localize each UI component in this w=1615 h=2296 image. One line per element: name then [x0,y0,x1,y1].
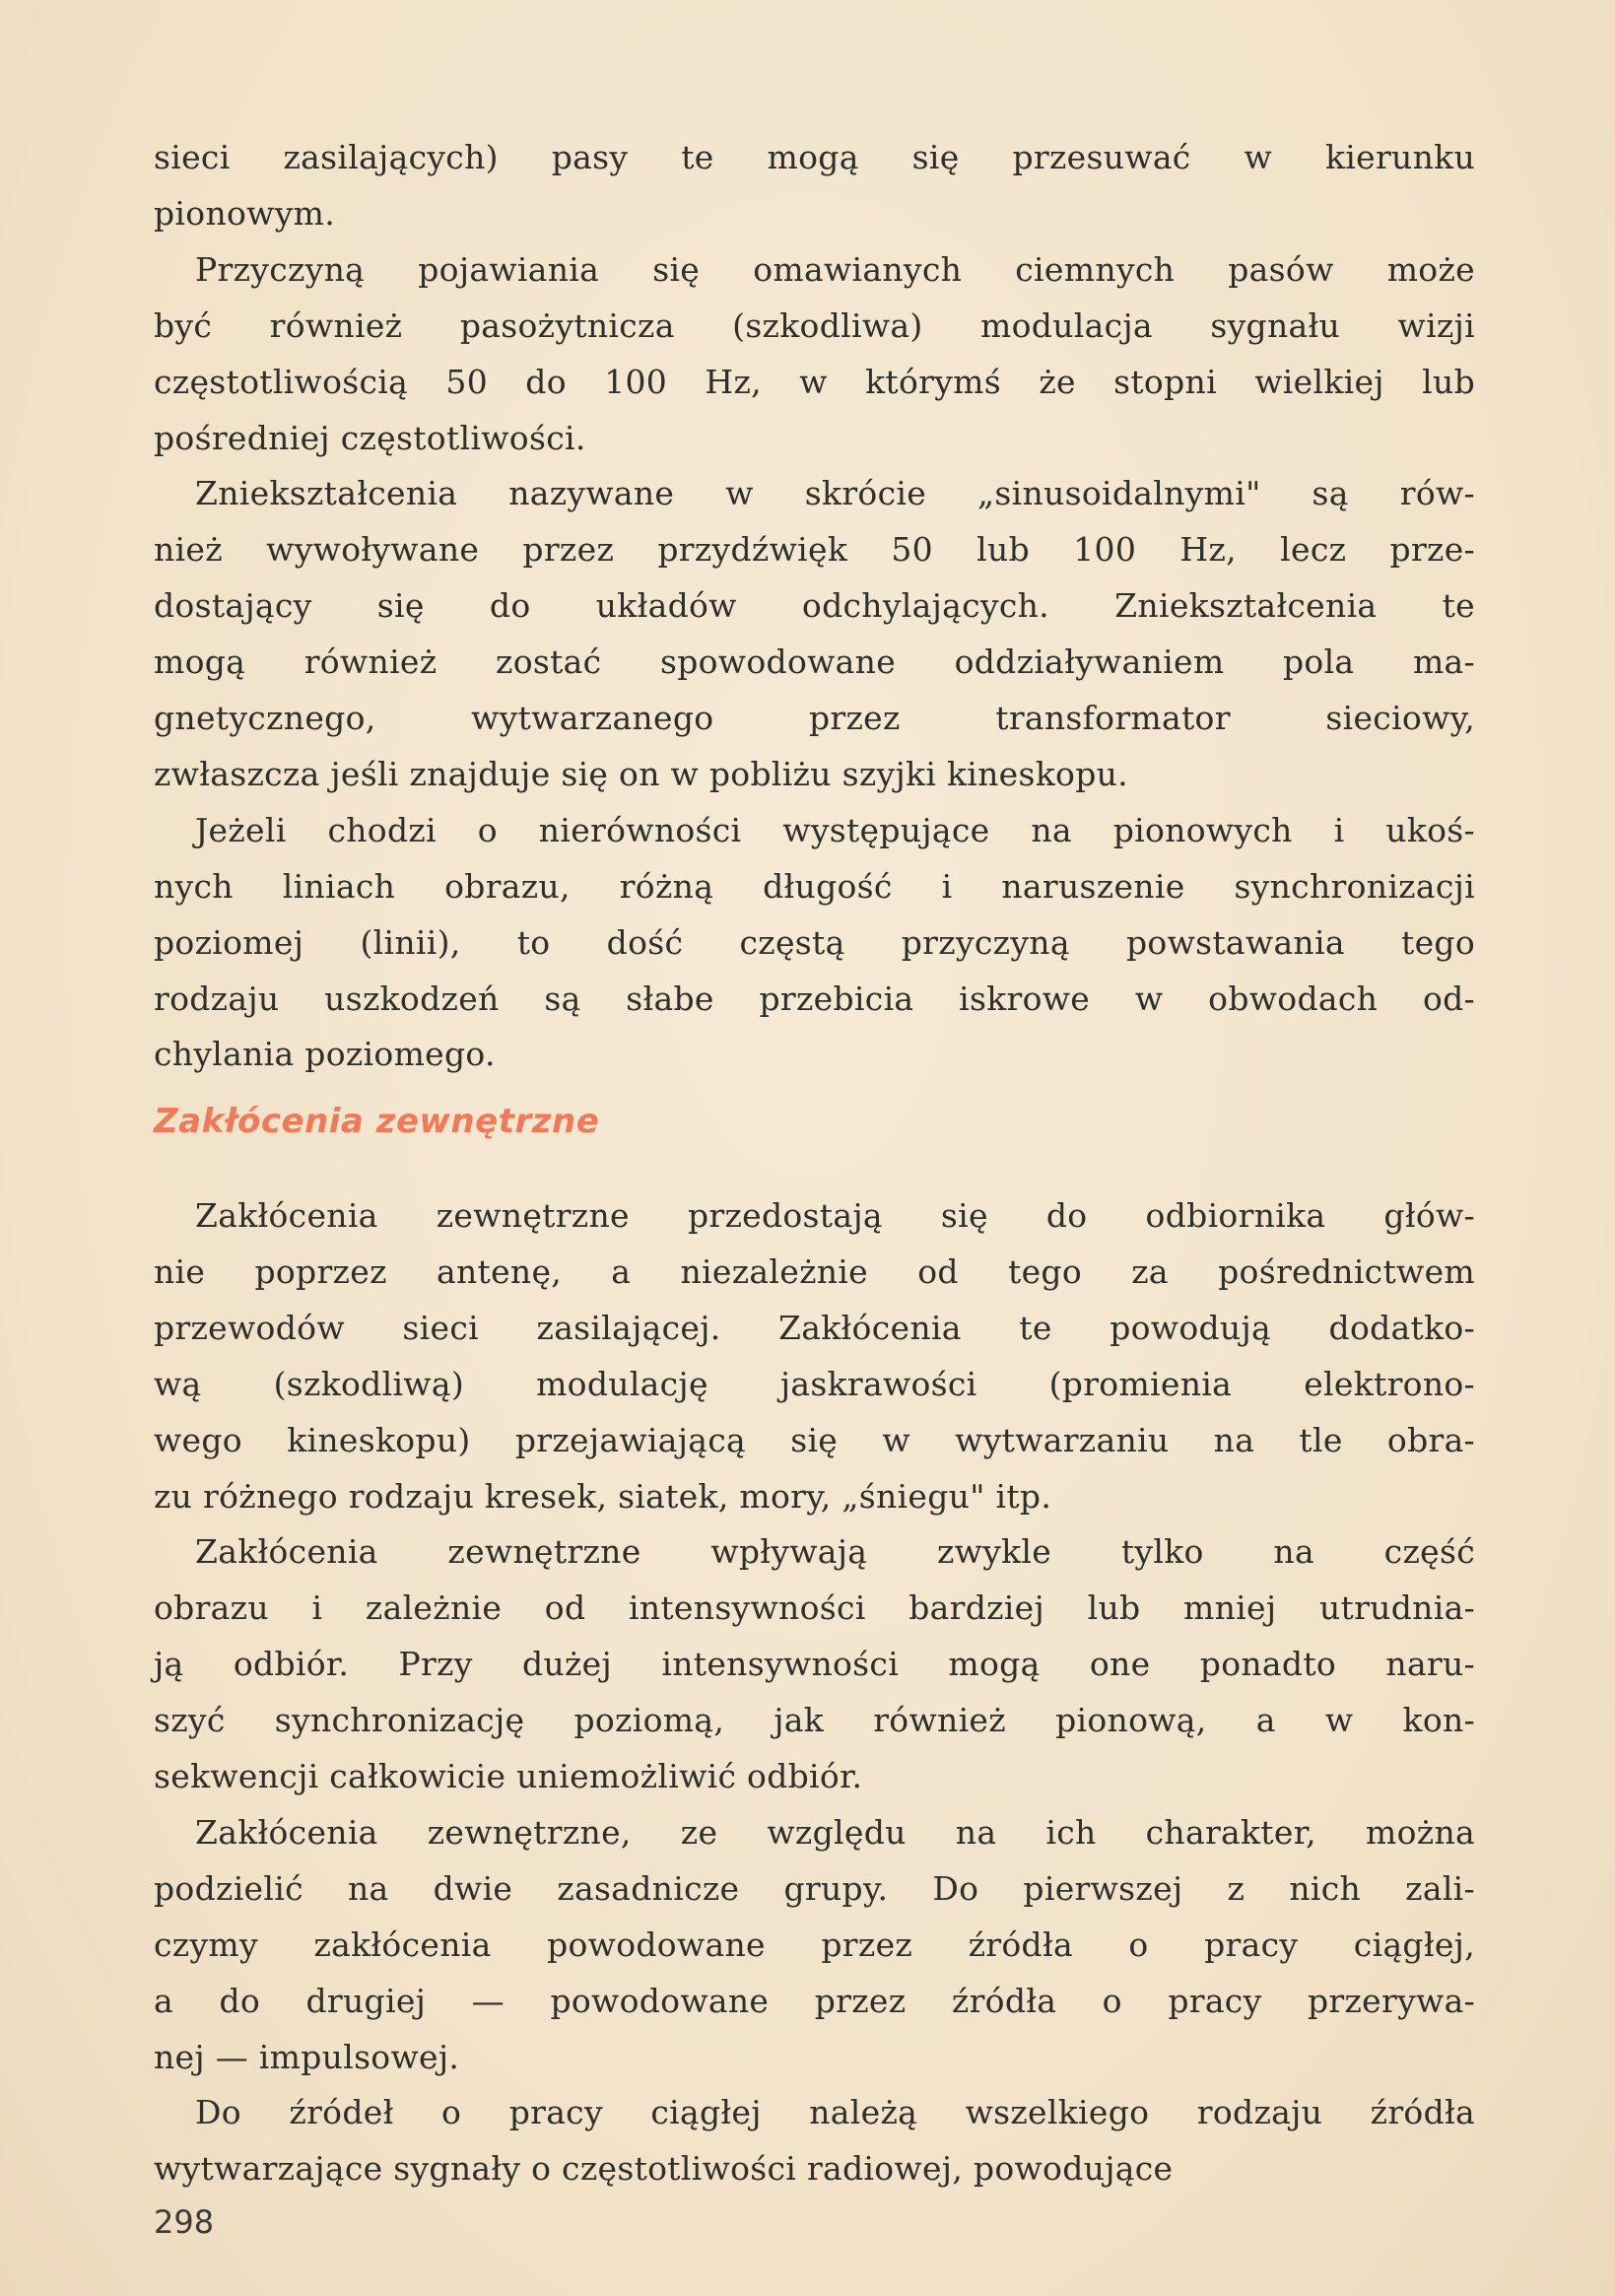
text-line: chylania poziomego. [154,1035,496,1074]
text-line: gnetycznego, wytwarzanego przez transformator sieciowy, [154,699,1475,737]
text-line: częstotliwością 50 do 100 Hz, w którymś że stopni wielkiej lub [154,362,1475,401]
text-line: poziomej (linii), to dość częstą przyczyną powstawania tego [154,922,1475,962]
text-line: a do drugiej — powodowane przez źródła o pracy przerywa- [154,1981,1475,2020]
text-line: nie poprzez antenę, a niezależnie od tego za pośrednictwem [154,1251,1475,1291]
text-line: nych liniach obrazu, różną długość i naruszenie synchronizacji [154,866,1475,906]
text-line: czymy zakłócenia powodowane przez źródła o pracy ciągłej, [154,1925,1475,1964]
text-line: być również pasożytnicza (szkodliwa) modulacja sygnału wizji [154,305,1475,345]
text-line: Zakłócenia zewnętrzne wpływają zwykle tylko na część [195,1532,1475,1572]
section-heading: Zakłócenia zewnętrzne [154,1102,600,1141]
text-line: mogą również zostać spowodowane oddziaływaniem pola ma- [154,642,1475,682]
page-number: 298 [154,2203,215,2241]
text-line: nej — impulsowej. [154,2037,460,2076]
text-line: nież wywoływane przez przydźwięk 50 lub 100 Hz, lecz prze- [154,530,1475,570]
text-line: Zakłócenia zewnętrzne, ze względu na ich charakter, można [195,1812,1475,1852]
text-line: Jeżeli chodzi o nierówności występujące na pionowych i ukoś- [195,810,1475,849]
text-line: przewodów sieci zasilającej. Zakłócenia te powodują dodatko- [154,1308,1475,1347]
text-line: zu różnego rodzaju kresek, siatek, mory, „śniegu" itp. [154,1476,1052,1516]
text-line: rodzaju uszkodzeń są słabe przebicia iskrowe w obwodach od- [154,979,1475,1018]
text-line: pośredniej częstotliwości. [154,418,586,457]
text-line: wą (szkodliwą) modulację jaskrawości (promienia elektrono- [154,1364,1475,1403]
text-line: sieci zasilających) pasy te mogą się przesuwać w kierunku [154,138,1475,176]
text-line: Zniekształcenia nazywane w skrócie „sinusoidalnymi" są rów- [195,474,1475,513]
text-line: Do źródeł o pracy ciągłej należą wszelkiego rodzaju źródła [195,2093,1475,2132]
text-line: szyć synchronizację poziomą, jak również pionową, a w kon- [154,1701,1475,1740]
text-line: pionowym. [154,193,336,233]
text-line: obrazu i zależnie od intensywności bardziej lub mniej utrudnia- [154,1588,1475,1628]
text-line: ją odbiór. Przy dużej intensywności mogą one ponadto naru- [154,1645,1475,1684]
text-line: Przyczyną pojawiania się omawianych ciemnych pasów może [195,249,1475,289]
text-line: sekwencji całkowicie uniemożliwić odbiór. [154,1757,863,1795]
text-line: zwłaszcza jeśli znajduje się on w pobliżu szyjki kineskopu. [154,754,1128,793]
text-line: wytwarzające sygnały o częstotliwości radiowej, powodujące [154,2149,1174,2189]
text-line: Zakłócenia zewnętrzne przedostają się do odbiornika głów- [195,1196,1475,1235]
text-line: wego kineskopu) przejawiającą się w wytwarzaniu na tle obra- [154,1420,1475,1459]
text-line: dostający się do układów odchylających. Zniekształcenia te [154,586,1475,626]
text-line: podzielić na dwie zasadnicze grupy. Do pierwszej z nich zali- [154,1868,1475,1908]
